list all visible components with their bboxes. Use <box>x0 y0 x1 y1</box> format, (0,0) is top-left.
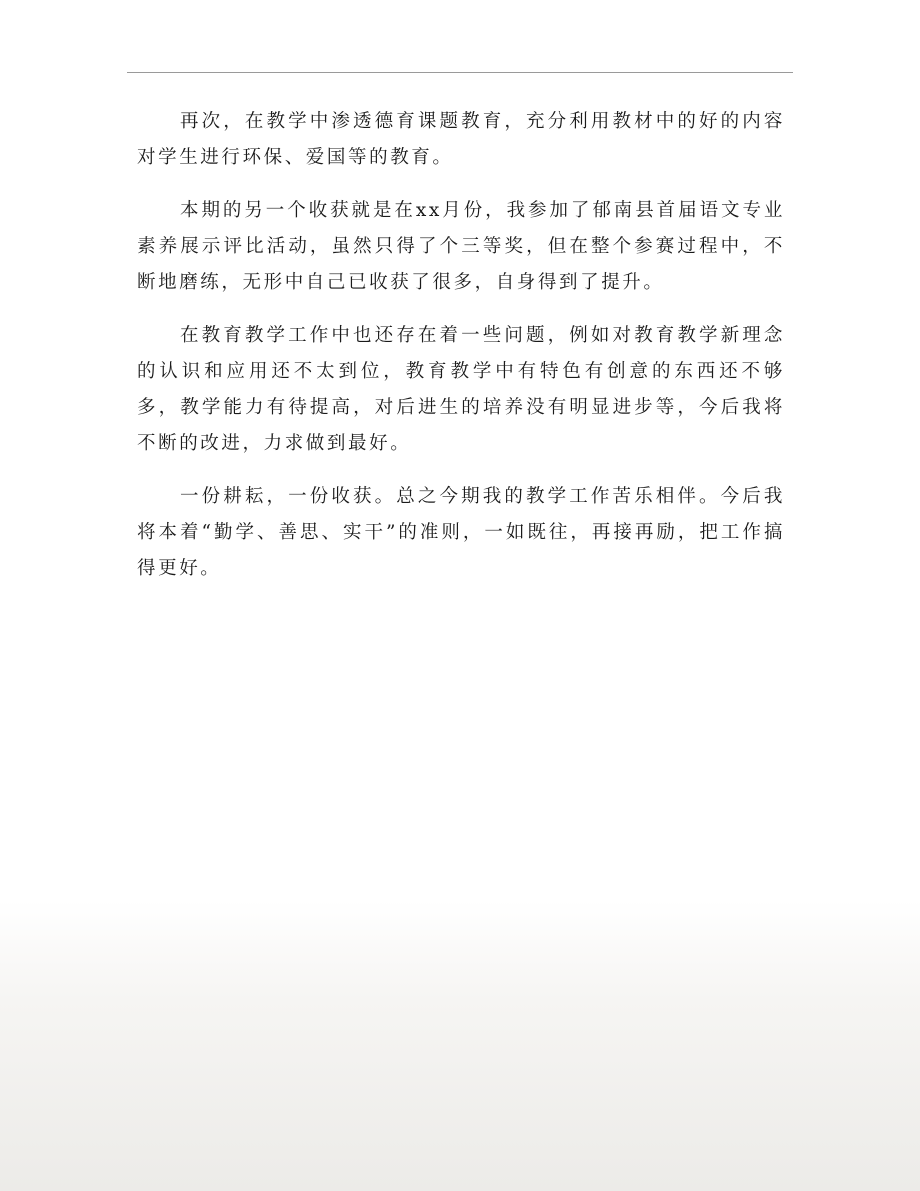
paragraph-3: 在教育教学工作中也还存在着一些问题，例如对教育教学新理念的认识和应用还不太到位，教育教学中有特色有创意的东西还不够多，教学能力有待提高，对后进生的培养没有明显进步等，今后我将不断的改进，力求做到最好。 <box>137 325 785 454</box>
paragraph-1: 再次，在教学中渗透德育课题教育，充分利用教材中的好的内容对学生进行环保、爱国等的教育。 <box>137 111 785 168</box>
header-divider <box>127 72 793 73</box>
paragraph-4: 一份耕耘，一份收获。总之今期我的教学工作苦乐相伴。今后我将本着“勤学、善思、实干”的准则，一如既往，再接再励，把工作搞得更好。 <box>137 486 785 579</box>
paragraph-2: 本期的另一个收获就是在xx月份，我参加了郁南县首届语文专业素养展示评比活动，虽然只得了个三等奖，但在整个参赛过程中，不断地磨练，无形中自己已收获了很多，自身得到了提升。 <box>137 200 785 293</box>
document-body <box>137 104 785 604</box>
